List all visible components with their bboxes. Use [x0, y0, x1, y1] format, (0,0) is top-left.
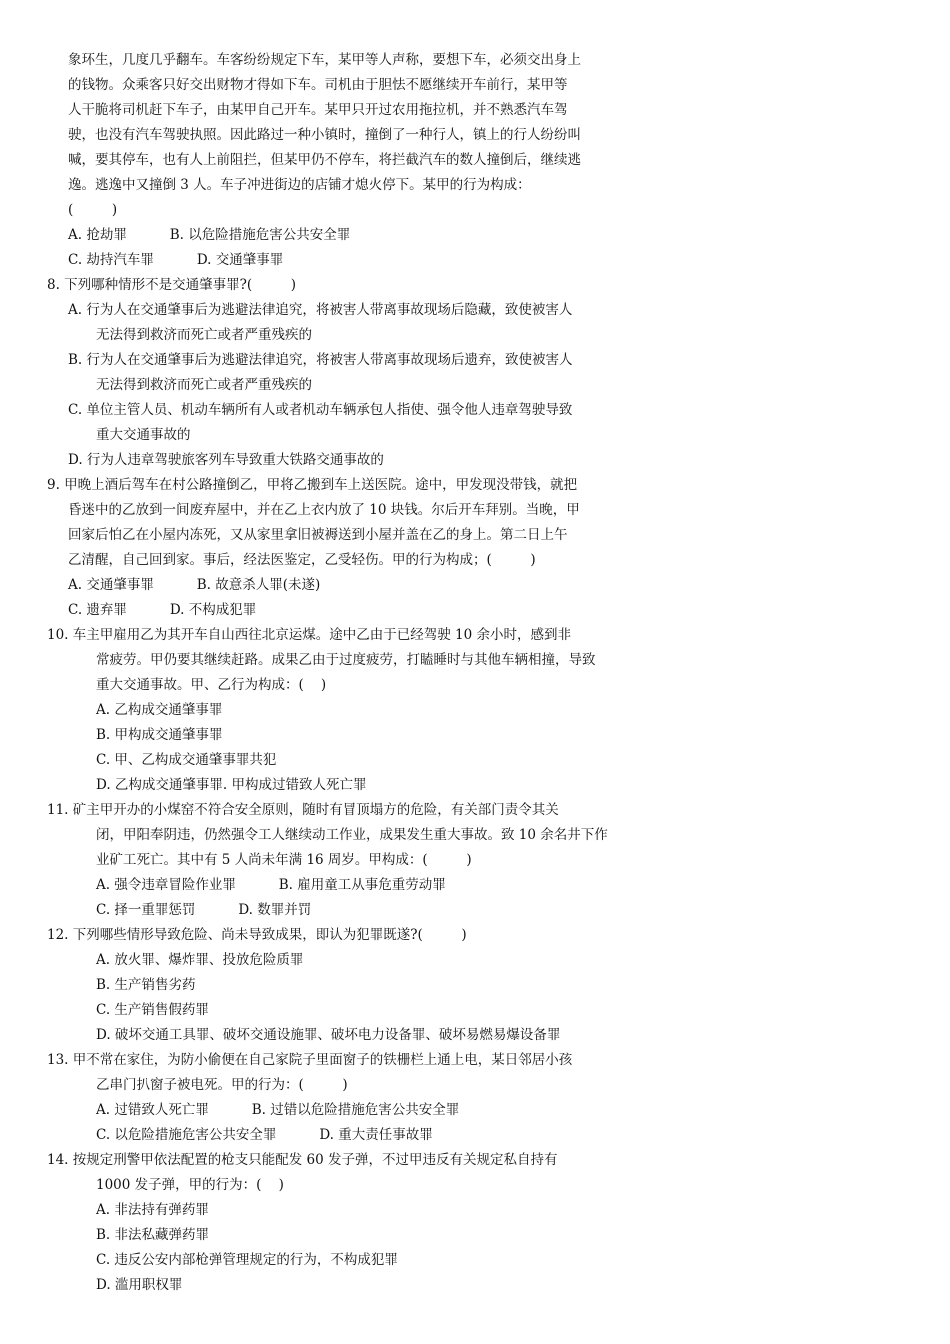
- text-line: ( ): [68, 202, 118, 218]
- option-line: C. 遗弃罪 D. 不构成犯罪: [68, 602, 257, 618]
- option-continuation: 无法得到救济而死亡或者严重残疾的: [96, 377, 312, 393]
- text-line: 喊，要其停车，也有人上前阻拦，但某甲仍不停车，将拦截汽车的数人撞倒后，继续逃: [68, 152, 581, 168]
- text-line: 象环生，几度几乎翻车。车客纷纷规定下车，某甲等人声称，要想下车，必须交出身上: [68, 52, 581, 68]
- text-line: 业矿工死亡。其中有 5 人尚未年满 16 周岁。甲构成：( ): [96, 852, 472, 868]
- option-line: A. 行为人在交通肇事后为逃避法律追究，将被害人带离事故现场后隐藏，致使被害人: [68, 302, 573, 318]
- option-line: C. 甲、乙构成交通肇事罪共犯: [96, 752, 277, 768]
- option-continuation: 无法得到救济而死亡或者严重残疾的: [96, 327, 312, 343]
- option-line: A. 抢劫罪 B. 以危险措施危害公共安全罪: [68, 227, 351, 243]
- option-line: A. 乙构成交通肇事罪: [96, 702, 223, 718]
- option-line: A. 放火罪、爆炸罪、投放危险质罪: [96, 952, 304, 968]
- option-line: A. 非法持有弹药罪: [96, 1202, 209, 1218]
- question-line: 11. 矿主甲开办的小煤窑不符合安全原则，随时有冒顶塌方的危险，有关部门责令其关: [47, 802, 559, 818]
- text-line: 重大交通事故。甲、乙行为构成：( ): [96, 677, 327, 693]
- text-line: 驶，也没有汽车驾驶执照。因此路过一种小镇时，撞倒了一种行人，镇上的行人纷纷叫: [68, 127, 581, 143]
- option-line: C. 违反公安内部枪弹管理规定的行为，不构成犯罪: [96, 1252, 398, 1268]
- text-line: 昏迷中的乙放到一间废弃屋中，并在乙上衣内放了 10 块钱。尔后开车拜别。当晚，甲: [68, 502, 580, 518]
- option-line: B. 行为人在交通肇事后为逃避法律追究，将被害人带离事故现场后遗弃，致使被害人: [68, 352, 573, 368]
- text-line: 乙清醒，自己回到家。事后，经法医鉴定，乙受轻伤。甲的行为构成；( ): [68, 552, 536, 568]
- option-continuation: 重大交通事故的: [96, 427, 191, 443]
- text-line: 回家后怕乙在小屋内冻死，又从家里拿旧被褥送到小屋并盖在乙的身上。第二日上午: [68, 527, 568, 543]
- option-line: D. 乙构成交通肇事罪. 甲构成过错致人死亡罪: [96, 777, 367, 793]
- option-line: C. 以危险措施危害公共安全罪 D. 重大责任事故罪: [96, 1127, 433, 1143]
- question-line: 8. 下列哪种情形不是交通肇事罪?( ): [47, 277, 297, 293]
- question-line: 14. 按规定刑警甲依法配置的枪支只能配发 60 发子弹，不过甲违反有关规定私自持有: [47, 1152, 558, 1168]
- text-line: 人干脆将司机赶下车子，由某甲自己开车。某甲只开过农用拖拉机，并不熟悉汽车驾: [68, 102, 568, 118]
- text-line: 闭，甲阳奉阴违，仍然强令工人继续动工作业，成果发生重大事故。致 10 余名井下作: [96, 827, 608, 843]
- option-line: D. 行为人违章驾驶旅客列车导致重大铁路交通事故的: [68, 452, 384, 468]
- option-line: D. 滥用职权罪: [96, 1277, 183, 1293]
- option-line: D. 破坏交通工具罪、破坏交通设施罪、破坏电力设备罪、破坏易燃易爆设备罪: [96, 1027, 561, 1043]
- option-line: C. 生产销售假药罪: [96, 1002, 209, 1018]
- option-line: B. 生产销售劣药: [96, 977, 196, 993]
- text-line: 乙串门扒窗子被电死。甲的行为：( ): [96, 1077, 348, 1093]
- option-line: A. 交通肇事罪 B. 故意杀人罪(未遂): [68, 577, 321, 593]
- question-line: 12. 下列哪些情形导致危险、尚未导致成果，即认为犯罪既遂?( ): [47, 927, 467, 943]
- text-line: 的钱物。众乘客只好交出财物才得如下车。司机由于胆怯不愿继续开车前行，某甲等: [68, 77, 568, 93]
- option-line: A. 强令违章冒险作业罪 B. 雇用童工从事危重劳动罪: [96, 877, 446, 893]
- option-line: C. 劫持汽车罪 D. 交通肇事罪: [68, 252, 284, 268]
- text-line: 逸。逃逸中又撞倒 3 人。车子冲进街边的店铺才熄火停下。某甲的行为构成：: [68, 177, 531, 193]
- option-line: B. 甲构成交通肇事罪: [96, 727, 223, 743]
- question-line: 13. 甲不常在家住，为防小偷便在自己家院子里面窗子的铁栅栏上通上电，某日邻居小孩: [47, 1052, 573, 1068]
- text-line: 1000 发子弹，甲的行为：( ): [96, 1177, 284, 1193]
- option-line: A. 过错致人死亡罪 B. 过错以危险措施危害公共安全罪: [96, 1102, 460, 1118]
- question-line: 10. 车主甲雇用乙为其开车自山西往北京运煤。途中乙由于已经驾驶 10 余小时，感到非: [47, 627, 572, 643]
- option-line: C. 择一重罪惩罚 D. 数罪并罚: [96, 902, 312, 918]
- option-line: B. 非法私藏弹药罪: [96, 1227, 210, 1243]
- question-line: 9. 甲晚上酒后驾车在村公路撞倒乙，甲将乙搬到车上送医院。途中，甲发现没带钱，就把: [47, 477, 578, 493]
- option-line: C. 单位主管人员、机动车辆所有人或者机动车辆承包人指使、强令他人违章驾驶导致: [68, 402, 573, 418]
- text-line: 常疲劳。甲仍要其继续赶路。成果乙由于过度疲劳，打瞌睡时与其他车辆相撞，导致: [96, 652, 596, 668]
